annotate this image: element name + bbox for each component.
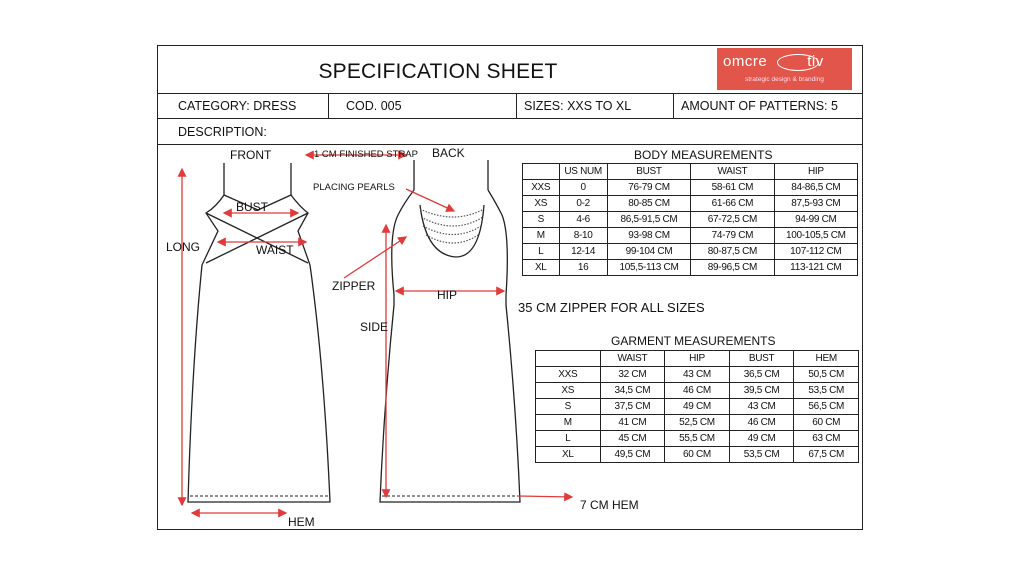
table-row: [523, 212, 858, 228]
table-cell: 0: [559, 180, 607, 196]
table-cell: 46 CM: [729, 415, 794, 431]
logo-text: omcre tiv: [723, 53, 824, 70]
table-cell: S: [536, 399, 601, 415]
table-cell: L: [523, 244, 560, 260]
table-header-cell: WAIST: [600, 351, 665, 367]
table-header-cell: US NUM: [559, 164, 607, 180]
table-cell: 37,5 CM: [600, 399, 665, 415]
side-label: SIDE: [360, 320, 389, 334]
table-cell: 41 CM: [600, 415, 665, 431]
table-row: [536, 399, 859, 415]
table-cell: 16: [559, 260, 607, 276]
table-cell: 63 CM: [794, 431, 859, 447]
table-header-cell: HIP: [665, 351, 730, 367]
zipper-label: ZIPPER: [332, 279, 376, 293]
table-cell: 67,5 CM: [794, 447, 859, 463]
table-cell: 50,5 CM: [794, 367, 859, 383]
table-row: [536, 431, 859, 447]
table-header-row: [536, 351, 859, 367]
brand-logo: [717, 48, 852, 90]
sizes-field: SIZES: XXS TO XL: [524, 99, 632, 113]
table-cell: 12-14: [559, 244, 607, 260]
hem-note: 7 CM HEM: [580, 498, 639, 512]
pearls-label: PLACING PEARLS: [313, 182, 395, 193]
table-row: [523, 228, 858, 244]
table-header-row: [523, 164, 858, 180]
table-cell: 4-6: [559, 212, 607, 228]
table-cell: 93-98 CM: [607, 228, 690, 244]
garment-measurements-table: [535, 350, 859, 463]
table-cell: 53,5 CM: [794, 383, 859, 399]
title-row: [158, 46, 862, 94]
table-cell: 0-2: [559, 196, 607, 212]
table-cell: XXS: [523, 180, 560, 196]
table-cell: 43 CM: [729, 399, 794, 415]
waist-label: WAIST: [256, 243, 294, 257]
table-cell: 56,5 CM: [794, 399, 859, 415]
table-cell: 94-99 CM: [774, 212, 857, 228]
table-header-cell: [523, 164, 560, 180]
table-cell: 61-66 CM: [691, 196, 774, 212]
garment-table-title: GARMENT MEASUREMENTS: [611, 334, 776, 348]
long-label: LONG: [166, 240, 201, 254]
table-cell: 49,5 CM: [600, 447, 665, 463]
table-row: [536, 415, 859, 431]
table-cell: 8-10: [559, 228, 607, 244]
table-cell: 60 CM: [794, 415, 859, 431]
table-cell: 89-96,5 CM: [691, 260, 774, 276]
body-measurements-table: [522, 163, 858, 276]
code-field: COD. 005: [346, 99, 402, 113]
table-cell: 53,5 CM: [729, 447, 794, 463]
table-cell: 113-121 CM: [774, 260, 857, 276]
table-row: [523, 244, 858, 260]
table-header-cell: BUST: [607, 164, 690, 180]
table-cell: XS: [536, 383, 601, 399]
drawing-area: [158, 145, 864, 530]
table-cell: 87,5-93 CM: [774, 196, 857, 212]
table-cell: 36,5 CM: [729, 367, 794, 383]
logo-oval-icon: [777, 54, 819, 71]
table-cell: L: [536, 431, 601, 447]
description-label: DESCRIPTION:: [178, 125, 267, 139]
category-field: CATEGORY: DRESS: [178, 99, 297, 113]
front-label: FRONT: [230, 148, 272, 162]
body-table-title: BODY MEASUREMENTS: [634, 148, 773, 162]
table-cell: 52,5 CM: [665, 415, 730, 431]
table-cell: 55,5 CM: [665, 431, 730, 447]
specification-sheet: [157, 45, 863, 530]
logo-tagline: strategic design & branding: [745, 76, 824, 83]
table-cell: M: [523, 228, 560, 244]
info-row: [158, 94, 862, 119]
table-cell: S: [523, 212, 560, 228]
table-cell: 99-104 CM: [607, 244, 690, 260]
table-cell: 45 CM: [600, 431, 665, 447]
table-row: [536, 367, 859, 383]
table-cell: 49 CM: [729, 431, 794, 447]
table-cell: 107-112 CM: [774, 244, 857, 260]
table-header-cell: [536, 351, 601, 367]
table-cell: 80-87,5 CM: [691, 244, 774, 260]
table-cell: XXS: [536, 367, 601, 383]
table-cell: 32 CM: [600, 367, 665, 383]
table-header-cell: WAIST: [691, 164, 774, 180]
table-cell: 39,5 CM: [729, 383, 794, 399]
page-title: SPECIFICATION SHEET: [318, 60, 558, 83]
table-cell: XS: [523, 196, 560, 212]
table-cell: 58-61 CM: [691, 180, 774, 196]
table-cell: 34,5 CM: [600, 383, 665, 399]
table-cell: 43 CM: [665, 367, 730, 383]
table-row: [523, 180, 858, 196]
table-cell: XL: [523, 260, 560, 276]
table-row: [523, 196, 858, 212]
hem-label: HEM: [288, 515, 315, 529]
table-cell: 74-79 CM: [691, 228, 774, 244]
bust-label: BUST: [236, 200, 269, 214]
hip-label: HIP: [437, 288, 458, 302]
table-cell: 84-86,5 CM: [774, 180, 857, 196]
strap-label: 1 CM FINISHED STRAP: [314, 149, 418, 160]
table-cell: 49 CM: [665, 399, 730, 415]
table-row: [536, 383, 859, 399]
table-row: [536, 447, 859, 463]
table-cell: 105,5-113 CM: [607, 260, 690, 276]
table-header-cell: BUST: [729, 351, 794, 367]
table-header-cell: HEM: [794, 351, 859, 367]
zipper-note: 35 CM ZIPPER FOR ALL SIZES: [518, 300, 705, 315]
table-cell: 100-105,5 CM: [774, 228, 857, 244]
table-cell: 67-72,5 CM: [691, 212, 774, 228]
table-cell: 80-85 CM: [607, 196, 690, 212]
description-row: [158, 119, 862, 145]
table-cell: 86,5-91,5 CM: [607, 212, 690, 228]
table-cell: 46 CM: [665, 383, 730, 399]
table-header-cell: HIP: [774, 164, 857, 180]
table-cell: 60 CM: [665, 447, 730, 463]
patterns-field: AMOUNT OF PATTERNS: 5: [681, 99, 838, 113]
table-cell: XL: [536, 447, 601, 463]
back-label: BACK: [432, 146, 465, 160]
table-cell: M: [536, 415, 601, 431]
back-dress-outline: [380, 160, 520, 502]
table-row: [523, 260, 858, 276]
table-cell: 76-79 CM: [607, 180, 690, 196]
